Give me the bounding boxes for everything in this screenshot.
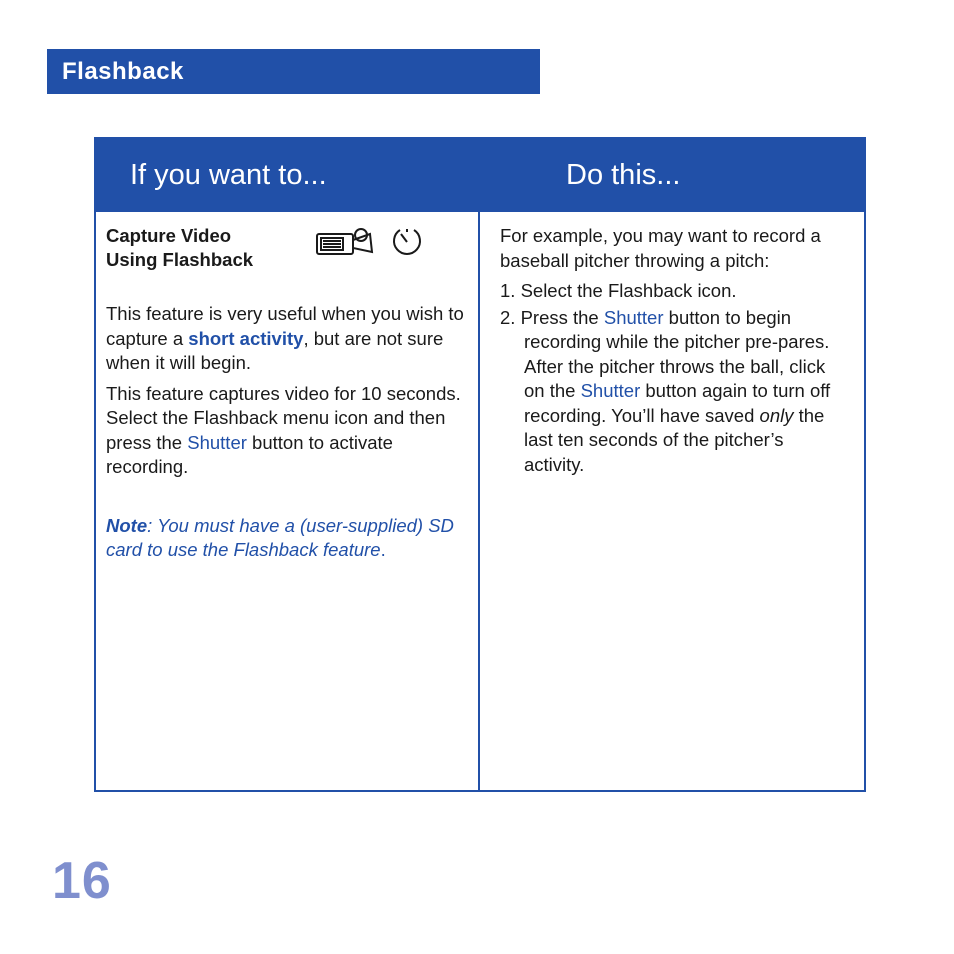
column-divider [478,139,480,790]
shutter-term: Shutter [187,431,247,453]
page-number: 16 [52,852,112,910]
step-2: 2. Press the Shutter button to begin recording while the pitcher pre-pares. After the pitcher throws the ball, click on the Shutter button again to turn off recording. You’ll have saved only the last ten seconds of the pitcher’s activity. [500,306,831,475]
short-activity-term: short activity [188,327,304,349]
feature-icons [314,226,426,258]
shutter-term: Shutter [603,306,664,328]
feature-description: This feature is very useful when you wish to capture a short activity, but are not sure when it will begin. [106,303,464,373]
instruction-table [94,137,866,792]
left-column [106,224,466,563]
feature-title: Capture Video Using Flashback [106,225,254,270]
shutter-term: Shutter [580,380,641,401]
col-header-if-you-want: If you want to... [130,159,327,191]
section-title: Flashback [62,57,184,85]
video-camera-icon [314,226,376,258]
timer-icon [390,226,426,258]
feature-usage: This feature captures video for 10 seconds. Select the Flashback menu icon and then press the Shutter button to activate recording. [106,382,461,477]
table-header-row [96,139,864,212]
right-column [500,224,845,479]
sd-card-note: Note: You must have a (user-supplied) SD card to use the Flashback feature. [106,514,454,560]
steps-list [500,279,845,477]
section-header [47,49,540,94]
col-header-do-this: Do this... [566,159,681,191]
step-1: 1. Select the Flashback icon. [500,280,737,301]
example-intro: For example, you may want to record a baseball pitcher throwing a pitch: [500,225,821,271]
